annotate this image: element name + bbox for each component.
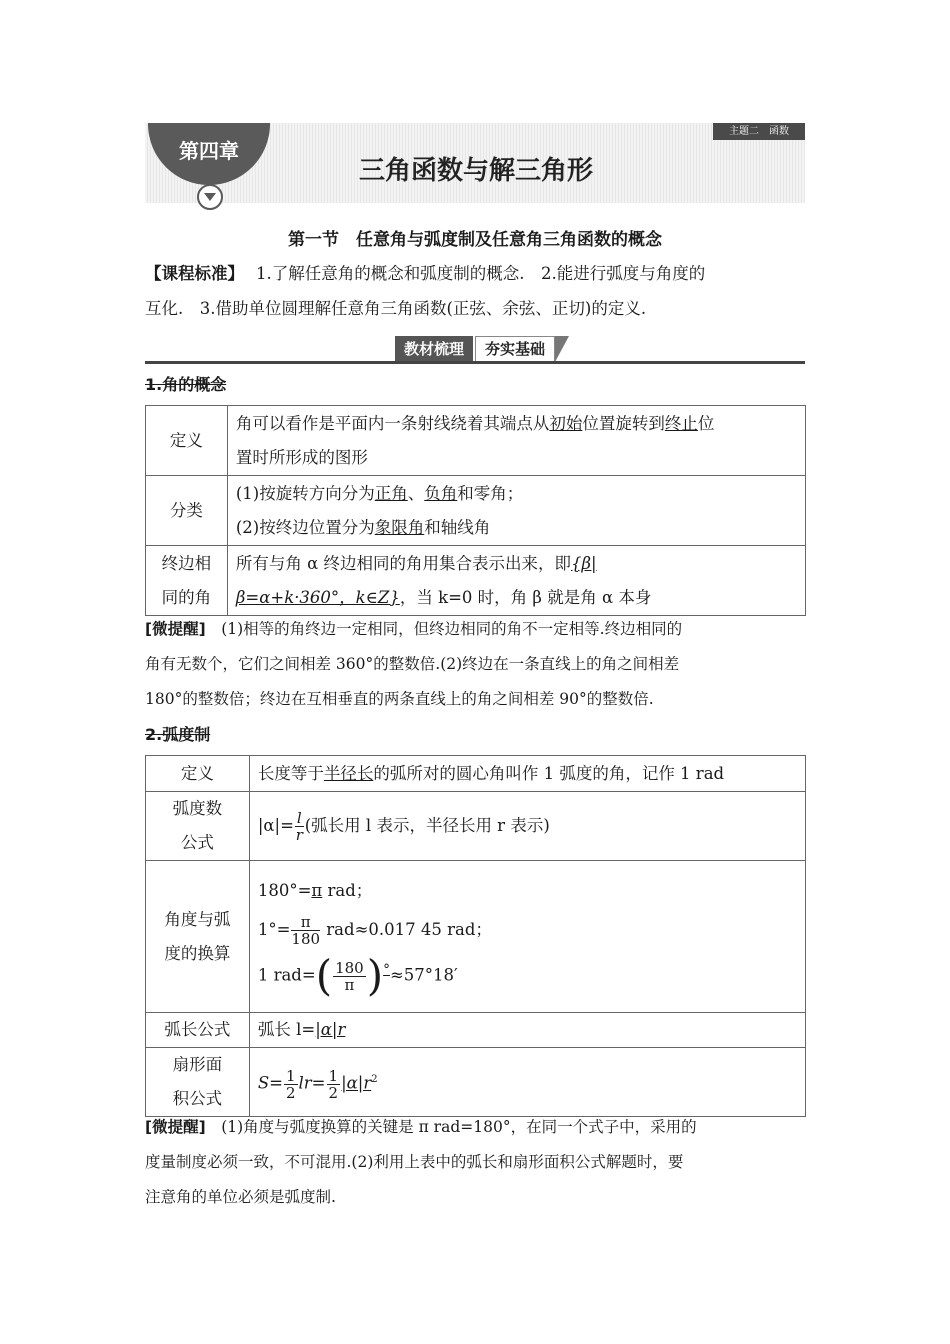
table-row	[146, 756, 806, 792]
row-value: 所有与角 α 终边相同的角用集合表示出来，即{β| β=α+k·360°，k∈Z}，当 k=0 时，角 β 就是角 α 本身	[227, 546, 805, 616]
divider-tab-corner	[555, 336, 569, 362]
row-key: 定义	[146, 756, 250, 792]
part1-heading: 1.角的概念	[145, 375, 227, 394]
row-key: 分类	[146, 476, 228, 546]
row-value: 180°=π rad； 1°= $\frac{\pi}{180}$ rad≈0.017 45 rad； 1 rad=( $\frac{180}{\pi}$ )°≈57°18′	[249, 861, 805, 1013]
course-standard-label: 【课程标准】	[145, 264, 244, 283]
chapter-badge: 第四章	[148, 123, 270, 185]
table-row	[146, 1048, 806, 1117]
row-key: 定义	[146, 406, 228, 476]
divider-line	[145, 361, 805, 364]
table-row	[146, 406, 806, 476]
row-key: 扇形面 积公式	[146, 1048, 250, 1117]
note-label: [微提醒]	[145, 1118, 206, 1136]
section-title: 第一节 任意角与弧度制及任意角三角函数的概念	[288, 230, 662, 250]
part2-note: [微提醒] (1)角度与弧度换算的关键是 π rad=180°，在同一个式子中，采用的 度量制度必须一致，不可混用.(2)利用上表中的弧长和扇形面积公式解题时，要 注意角的单位必须是弧度制.	[145, 1118, 697, 1206]
row-key: 弧长公式	[146, 1013, 250, 1048]
row-key: 弧度数 公式	[146, 792, 250, 861]
table-row	[146, 861, 806, 1013]
table-row	[146, 792, 806, 861]
part1-note: [微提醒] (1)相等的角终边一定相同，但终边相同的角不一定相等.终边相同的 角有无数个，它们之间相差 360°的整数倍.(2)终边在一条直线上的角之间相差 180°的整数倍；终边在互相垂直的两条直线上的角之间相差 90°的整数倍.	[145, 620, 683, 708]
table-row	[146, 546, 806, 616]
row-value: S= $\frac{1}{2}$ lr= $\frac{1}{2}$ $|\alpha|r^2$	[249, 1048, 805, 1117]
course-standard-text: 1.了解任意角的概念和弧度制的概念. 2.能进行弧度与角度的	[256, 264, 706, 283]
row-value: 长度等于半径长的弧所对的圆心角叫作 1 弧度的角，记作 1 rad	[249, 756, 805, 792]
row-value: (1)按旋转方向分为正角、负角和零角； (2)按终边位置分为象限角和轴线角	[227, 476, 805, 546]
radian-table	[145, 755, 806, 1117]
table-row	[146, 476, 806, 546]
row-value: |α|= $\frac{l}{r}$ (弧长用 l 表示，半径长用 r 表示)	[249, 792, 805, 861]
angle-concept-table	[145, 405, 806, 616]
divider-label-left: 教材梳理	[395, 336, 473, 362]
row-key: 角度与弧 度的换算	[146, 861, 250, 1013]
table-row	[146, 1013, 806, 1048]
note-label: [微提醒]	[145, 620, 206, 638]
row-value: 弧长 l=|α|r	[249, 1013, 805, 1048]
row-key: 终边相 同的角	[146, 546, 228, 616]
course-standard-text-2: 互化. 3.借助单位圆理解任意角三角函数(正弦、余弦、正切)的定义.	[145, 299, 647, 318]
topic-tag: 主题二 函数	[713, 123, 805, 140]
chapter-title: 三角函数与解三角形	[358, 156, 593, 186]
section-divider-tag	[395, 336, 573, 362]
divider-label-right: 夯实基础	[475, 336, 555, 362]
course-standard	[145, 256, 805, 326]
part2-heading: 2.弧度制	[145, 725, 211, 744]
row-value: 角可以看作是平面内一条射线绕着其端点从初始位置旋转到终止位 置时所形成的图形	[227, 406, 805, 476]
chevron-down-icon	[197, 184, 223, 210]
